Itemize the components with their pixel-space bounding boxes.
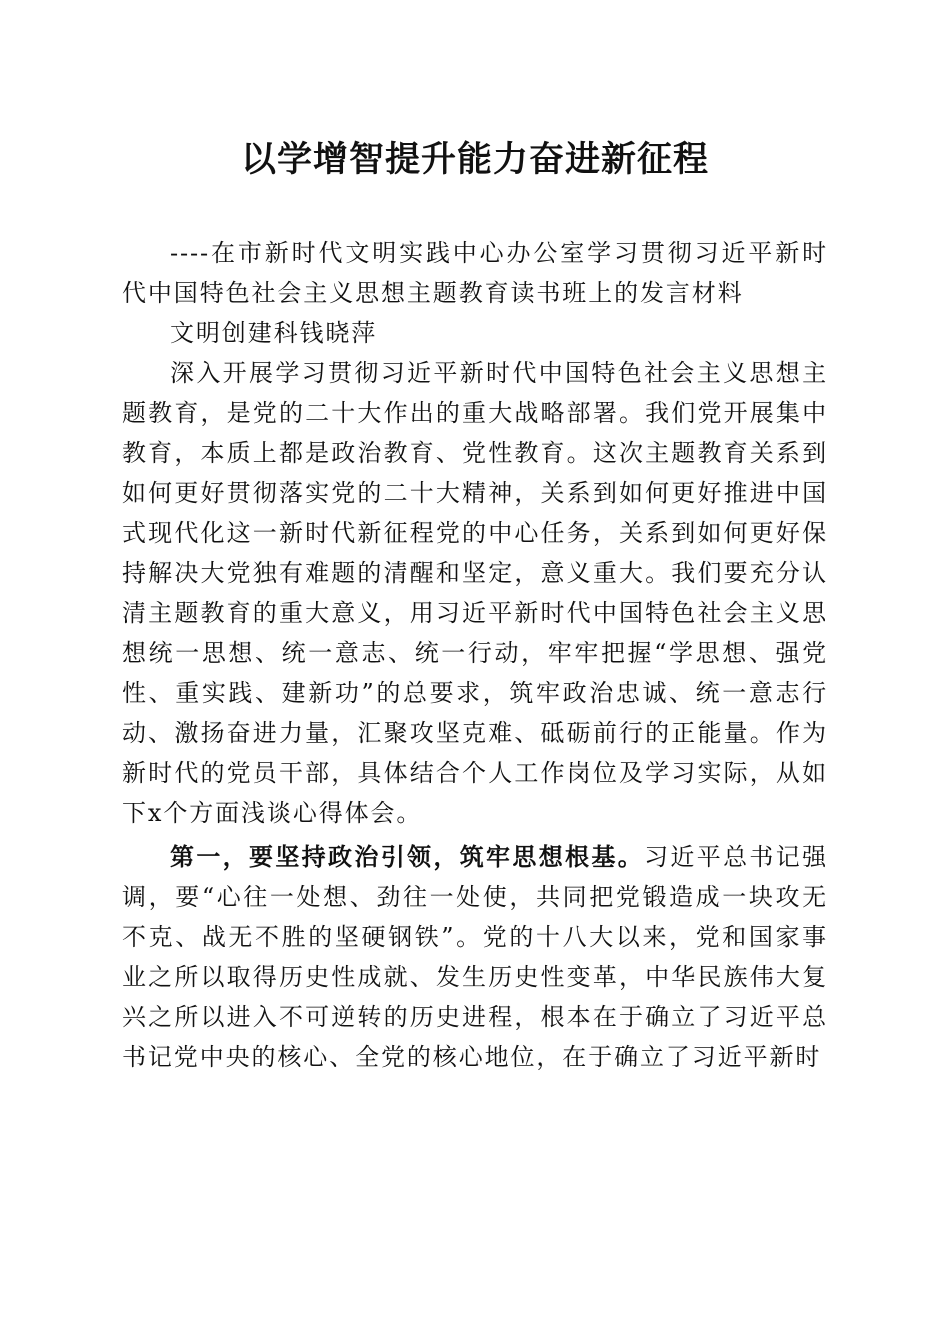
paragraph-text: 习近平总书记强调，要“心往一处想、劲往一处使，共同把党锻造成一块攻无不克、战无不胜的坚硬钢铁”。党的十八大以来，党和国家事业之所以取得历史性成就、发生历史性变革，中华民族伟大复兴之所以进入不可逆转的历史进程，根本在于确立了习近平总书记党中央的核心、全党的核心地位，在于确立了习近平新时 (122, 843, 828, 1071)
paragraph-point-one (122, 837, 828, 1077)
document-title: 以学增智提升能力奋进新征程 (240, 139, 709, 180)
document-subtitle: ----在市新时代文明实践中心办公室学习贯彻习近平新时代中国特色社会主义思想主题教育读书班上的发言材料 (122, 239, 828, 307)
author-line: 文明创建科钱晓萍 (170, 319, 378, 347)
document-body (122, 233, 828, 1077)
paragraph-lead: 第一，要坚持政治引领，筑牢思想根基。 (170, 842, 645, 871)
paragraph-intro: 深入开展学习贯彻习近平新时代中国特色社会主义思想主题教育，是党的二十大作出的重大战略部署。我们党开展集中教育，本质上都是政治教育、党性教育。这次主题教育关系到如何更好贯彻落实党的二十大精神，关系到如何更好推进中国式现代化这一新时代新征程党的中心任务，关系到如何更好保持解决大党独有难题的清醒和坚定，意义重大。我们要充分认清主题教育的重大意义，用习近平新时代中国特色社会主义思想统一思想、统一意志、统一行动，牢牢把握“学思想、强党性、重实践、建新功”的总要求，筑牢政治忠诚、统一意志行动、激扬奋进力量，汇聚攻坚克难、砥砺前行的正能量。作为新时代的党员干部，具体结合个人工作岗位及学习实际，从如下x个方面浅谈心得体会。 (122, 359, 828, 827)
